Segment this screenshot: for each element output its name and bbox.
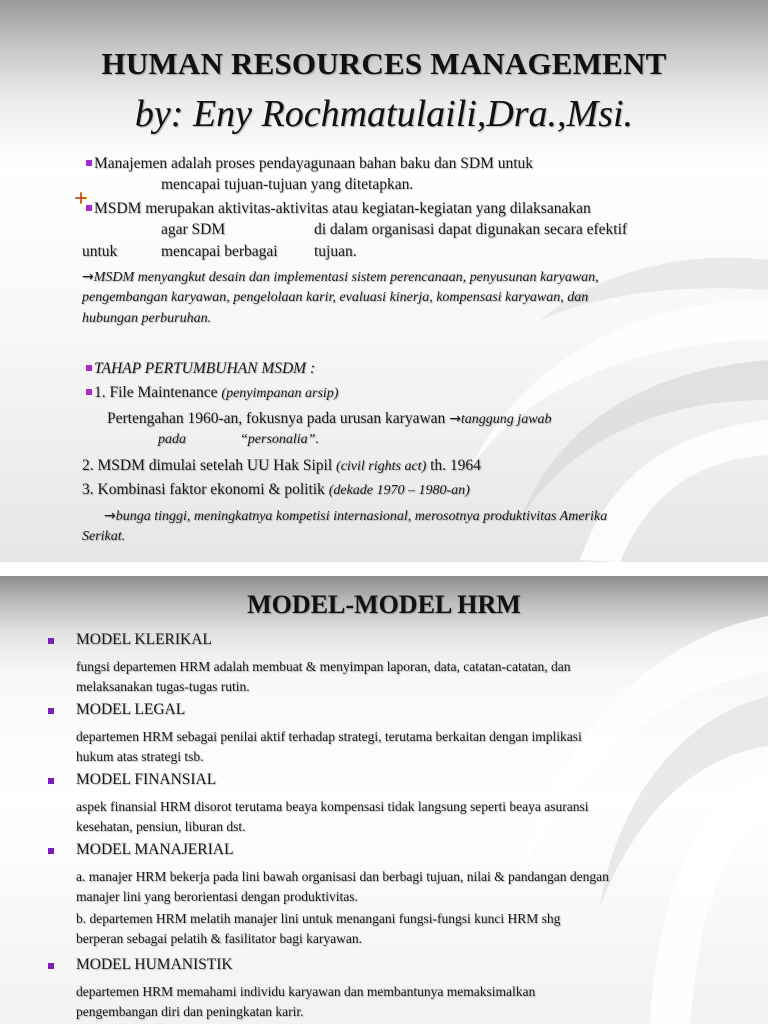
stage-1-detail: Pertengahan 1960-an, fokusnya pada urusan karyawan →tanggung jawab: [107, 410, 552, 427]
bullet-square-icon: [48, 638, 54, 644]
model-description: a. manajer HRM bekerja pada lini bawah organisasi dan berbagi tujuan, nilai & pandangan dengan manajer lini yang berorientasi dengan produktivitas. b. departemen HRM melatih manajer lini untuk menangani fungsi-fungsi kunci HRM shg berperan sebagai pelatih & fasilitator bagi karyawan.: [76, 869, 609, 946]
model-description: departemen HRM memahami individu karyawan dan membantunya memaksimalkan pengembangan diri dan peningkatan karir.: [76, 984, 536, 1019]
stage-1-detail-line: “personalia”.: [240, 432, 319, 447]
model-heading: MODEL LEGAL: [76, 701, 186, 718]
list-item: TAHAP PERTUMBUHAN MSDM :: [86, 359, 315, 379]
stage-2: 2. MSDM dimulai setelah UU Hak Sipil (civil rights act) th. 1964: [82, 457, 481, 474]
list-item: Manajemen adalah proses pendayagunaan bahan baku dan SDM untuk: [86, 154, 533, 174]
bullet-square-icon: [48, 848, 54, 854]
list-item-continuation: mencapai berbagai: [161, 243, 278, 260]
bullet-square-icon: [48, 708, 54, 714]
list-item: MSDM merupakan aktivitas-aktivitas atau kegiatan-kegiatan yang dilaksanakan: [86, 199, 591, 219]
msdm-definition-line: hubungan perburuhan.: [82, 311, 212, 326]
bullet-square-icon: [86, 160, 92, 166]
stage-3-detail: →bunga tinggi, meningkatnya kompetisi internasional, merosotnya produktivitas Amerika: [104, 508, 608, 524]
model-heading: MODEL MANAJERIAL: [76, 841, 234, 858]
bullet-square-icon: [86, 365, 92, 371]
list-item-continuation: mencapai tujuan-tujuan yang ditetapkan.: [161, 176, 414, 193]
bullet-square-icon: [48, 778, 54, 784]
author-subtitle: by: Eny Rochmatulaili,Dra.,Msi.: [134, 93, 634, 135]
list-item-continuation: untuk: [82, 243, 118, 260]
msdm-definition: →MSDM menyangkut desain dan implementasi sistem perencanaan, penyusunan karyawan,: [82, 269, 599, 285]
stage-1-detail-line: pada: [158, 432, 186, 447]
model-description: aspek finansial HRM disorot terutama beaya kompensasi tidak langsung seperti beaya asuransi kesehatan, pensiun, liburan dst.: [76, 799, 589, 834]
model-heading: MODEL FINANSIAL: [76, 771, 217, 788]
list-item-continuation: agar SDM: [161, 221, 226, 238]
bullet-square-icon: [48, 963, 54, 969]
list-item: 1. File Maintenance (penyimpanan arsip): [86, 383, 338, 404]
page-title: HUMAN RESOURCES MANAGEMENT: [101, 46, 667, 81]
bullet-square-icon: [86, 205, 92, 211]
stage-3: 3. Kombinasi faktor ekonomi & politik (dekade 1970 – 1980-an): [82, 481, 470, 498]
model-heading: MODEL KLERIKAL: [76, 631, 212, 648]
section-title: MODEL-MODEL HRM: [247, 590, 521, 619]
model-heading: MODEL HUMANISTIK: [76, 956, 233, 973]
stage-3-detail-line: Serikat.: [82, 529, 126, 544]
model-description: fungsi departemen HRM adalah membuat & menyimpan laporan, data, catatan-catatan, dan melaksanakan tugas-tugas rutin.: [76, 659, 571, 694]
arrow-right-icon: →: [449, 411, 461, 427]
arrow-right-icon: →: [82, 269, 94, 285]
arrow-right-icon: →: [104, 508, 116, 524]
slide-gap: [0, 562, 768, 576]
list-item-continuation: di dalam organisasi dapat digunakan secara efektif: [314, 221, 628, 238]
model-description: departemen HRM sebagai penilai aktif terhadap strategi, terutama berkaitan dengan implikasi hukum atas strategi tsb.: [76, 729, 582, 764]
bullet-square-icon: [86, 389, 92, 395]
msdm-definition-line: pengembangan karyawan, pengelolaan karir, evaluasi kinerja, kompensasi karyawan, dan: [82, 290, 589, 305]
list-item-continuation: tujuan.: [314, 243, 357, 260]
